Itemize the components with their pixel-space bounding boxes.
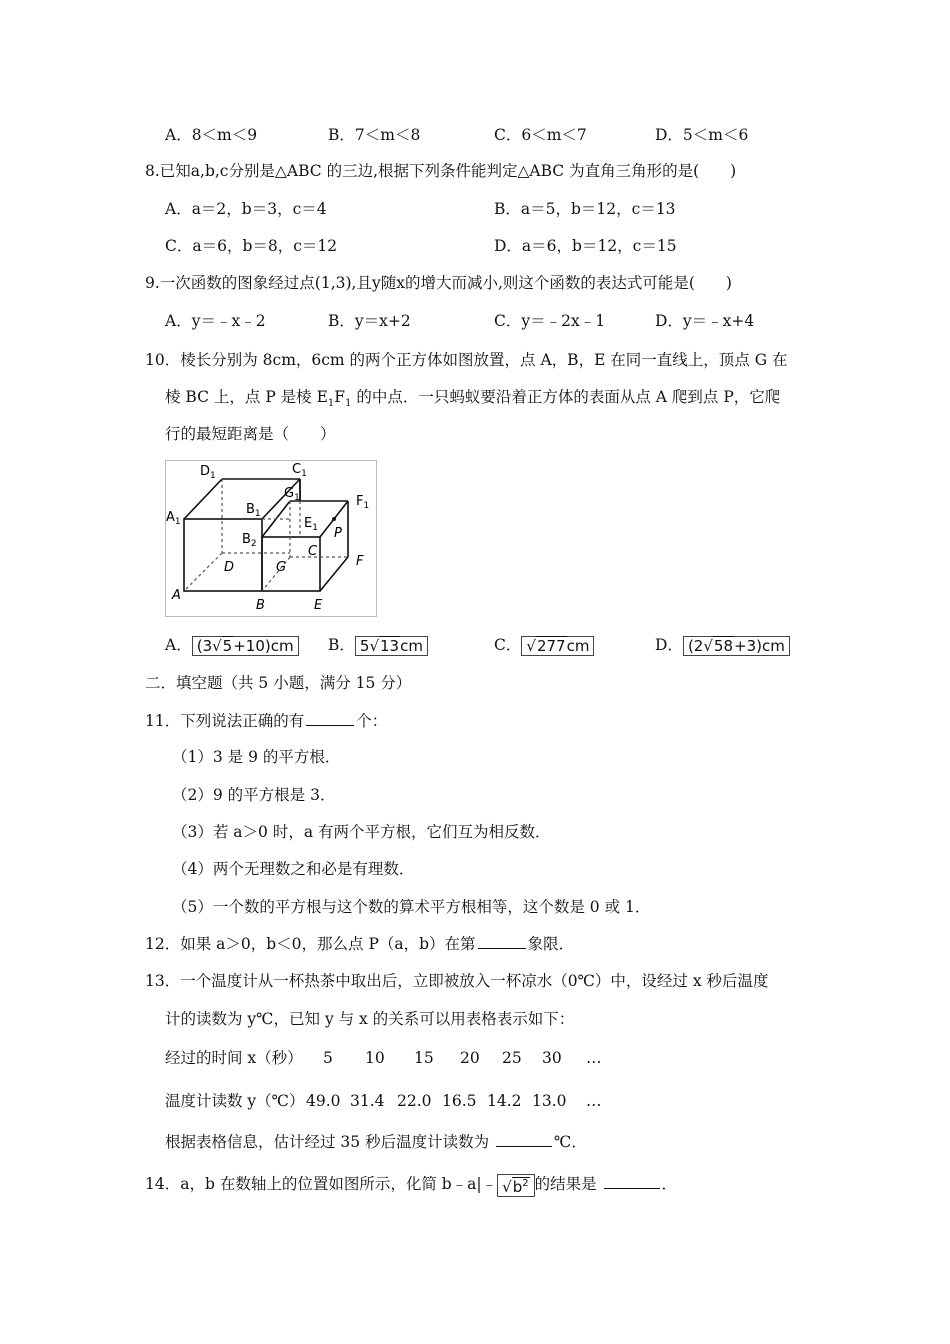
label-d: D: [224, 560, 235, 575]
q9-option-a: A．y＝﹣x﹣2: [165, 312, 266, 330]
label-g1: $G_1$: [284, 486, 300, 503]
q13-line-1: 13．一个温度计从一杯热茶中取出后，立即被放入一杯凉水（0℃）中，设经过 x 秒后温度: [145, 972, 769, 990]
q13-row2-value: …: [586, 1092, 602, 1110]
q8-option-b: B．a＝5，b＝12，c＝13: [494, 200, 676, 218]
q9-option-c: C．y＝﹣2x﹣1: [494, 312, 606, 330]
q14-sqrt-expression: $√b^2$: [497, 1174, 534, 1197]
q10-option-c-expression: √277cm: [521, 636, 594, 656]
q13-row1-value: 30: [542, 1049, 562, 1067]
label-a: A: [172, 588, 181, 603]
label-e1: $E_1$: [304, 516, 318, 533]
q8-option-c: C．a＝6，b＝8，c＝12: [165, 237, 338, 255]
label-p: P: [334, 526, 342, 541]
q10-option-a: A． (3√5+10)cm: [165, 634, 299, 656]
label-g: G: [276, 560, 287, 575]
q11-item-2: （2）9 的平方根是 3．: [172, 786, 336, 804]
q13-row1-value: 10: [365, 1049, 385, 1067]
q10-cube-figure: [165, 460, 377, 617]
q10-line-1: 10．棱长分别为 8cm，6cm 的两个正方体如图放置，点 A，B，E 在同一直线上，顶点 G 在: [145, 351, 788, 369]
label-d1: $D_1$: [200, 464, 216, 481]
q10-option-b-expression: 5√13cm: [355, 636, 428, 656]
q7-option-a: A．8＜m＜9: [165, 126, 258, 144]
q10-option-d: D． (2√58+3)cm: [655, 634, 790, 656]
label-c: C: [308, 544, 318, 559]
q8-option-d: D．a＝6，b＝12，c＝15: [494, 237, 677, 255]
q13-row2-value: 16.5: [442, 1092, 477, 1110]
q13-row2-label: 温度计读数 y（℃）: [165, 1092, 305, 1110]
label-b1: $B_1$: [246, 502, 261, 519]
section-2-heading: 二．填空题（共 5 小题，满分 15 分）: [145, 674, 412, 692]
q13-answer-blank[interactable]: [496, 1130, 552, 1147]
q9-option-d: D．y＝﹣x+4: [655, 312, 755, 330]
q13-row1-value: 5: [323, 1049, 333, 1067]
label-a1: $A_1$: [166, 510, 181, 527]
q10-option-a-expression: (3√5+10)cm: [192, 636, 299, 656]
q13-row2-value: 31.4: [350, 1092, 385, 1110]
q10-line-3: 行的最短距离是（ ）: [165, 425, 336, 443]
q8-stem: 8.已知a,b,c分别是△ABC 的三边,根据下列条件能判定△ABC 为直角三角形的是( ): [145, 162, 737, 180]
q13-row1-value: 15: [414, 1049, 434, 1067]
q7-option-c: C．6＜m＜7: [494, 126, 587, 144]
q13-row2-value: 14.2: [487, 1092, 522, 1110]
label-b: B: [256, 598, 265, 613]
q12-answer-blank[interactable]: [478, 932, 526, 949]
q11-answer-blank[interactable]: [306, 709, 354, 726]
q8-option-a: A．a＝2，b＝3，c＝4: [165, 200, 327, 218]
q11-item-4: （4）两个无理数之和必是有理数．: [172, 860, 415, 878]
q13-row1-value: 25: [502, 1049, 522, 1067]
q10-line-2: 棱 BC 上，点 P 是棱 $E_1F_1$ 的中点．一只蚂蚁要沿着正方体的表面从点 A 爬到点 P，它爬: [165, 388, 781, 410]
q13-row1-value: 20: [460, 1049, 480, 1067]
q14-answer-blank[interactable]: [604, 1172, 660, 1189]
q13-question: 根据表格信息，估计经过 35 秒后温度计读数为 ℃．: [165, 1130, 587, 1153]
q11-stem: 11．下列说法正确的有 个：: [145, 709, 387, 732]
q11-item-5: （5）一个数的平方根与这个数的算术平方根相等，这个数是 0 或 1．: [172, 898, 651, 916]
q10-option-b: B． 5√13cm: [328, 634, 428, 656]
point-p-marker: [332, 517, 336, 521]
label-e: E: [314, 598, 323, 613]
q13-row2-value: 22.0: [397, 1092, 432, 1110]
q10-option-d-expression: (2√58+3)cm: [683, 636, 790, 656]
q9-option-b: B．y＝x+2: [328, 312, 411, 330]
q7-option-d: D．5＜m＜6: [655, 126, 749, 144]
label-f: F: [356, 554, 364, 569]
q10-option-c: C． √277cm: [494, 634, 594, 656]
q7-option-b: B．7＜m＜8: [328, 126, 421, 144]
q9-stem: 9.一次函数的图象经过点(1,3),且y随x的增大而减小,则这个函数的表达式可能是( ): [145, 274, 732, 292]
q14-stem: 14．a，b 在数轴上的位置如图所示，化简 b﹣a|﹣ $√b^2$ 的结果是 ．: [145, 1172, 677, 1197]
q13-line-2: 计的读数为 y℃，已知 y 与 x 的关系可以用表格表示如下：: [165, 1010, 575, 1028]
cube-diagram: [166, 461, 376, 616]
q11-item-3: （3）若 a＞0 时，a 有两个平方根，它们互为相反数．: [172, 823, 551, 841]
label-b2: $B_2$: [242, 532, 257, 549]
q13-row1-value: …: [586, 1049, 602, 1067]
q11-item-1: （1）3 是 9 的平方根．: [172, 748, 341, 766]
q12-stem: 12．如果 a＞0，b＜0，那么点 P（a，b）在第 象限．: [145, 932, 574, 955]
q13-row2-value: 49.0: [306, 1092, 341, 1110]
label-f1: $F_1$: [356, 494, 370, 511]
q13-row1-label: 经过的时间 x（秒）: [165, 1049, 303, 1067]
label-c1: $C_1$: [292, 462, 307, 479]
q13-row2-value: 13.0: [532, 1092, 567, 1110]
